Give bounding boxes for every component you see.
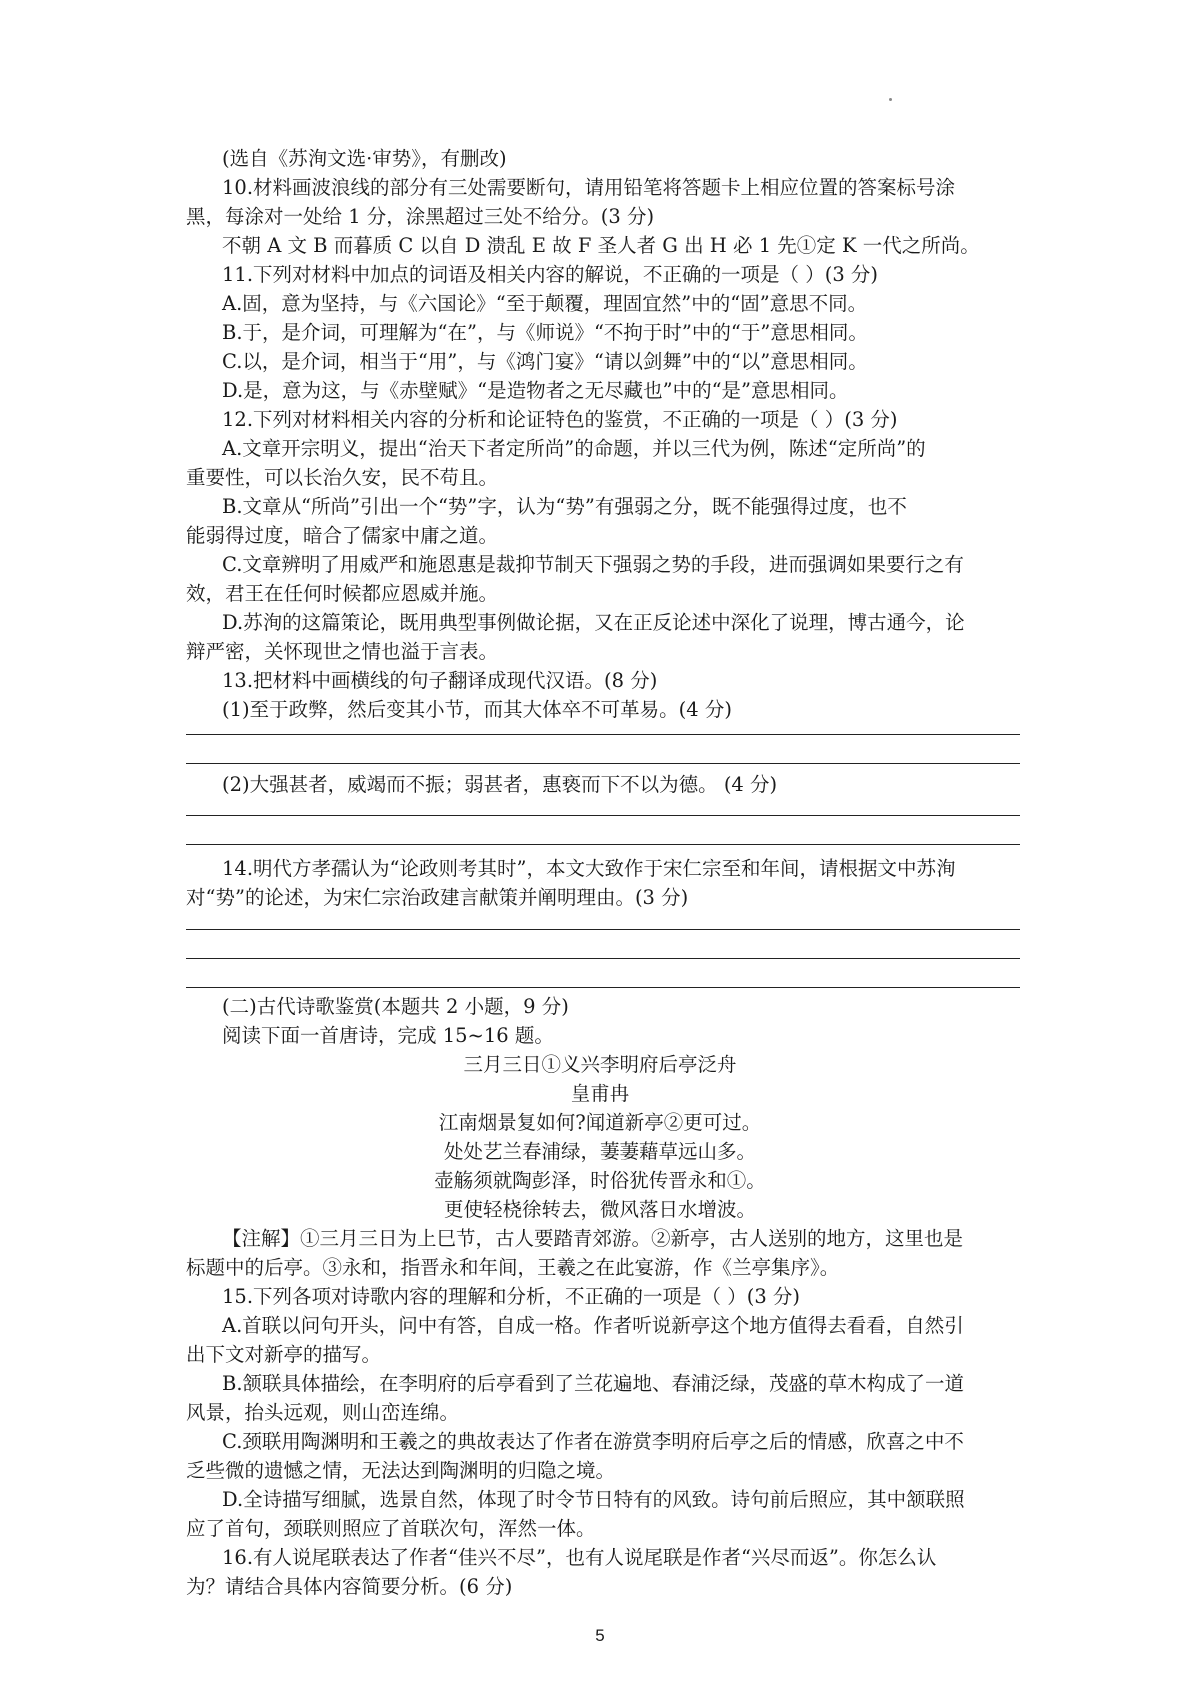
q15-option-c-line1: C.颈联用陶渊明和王羲之的典故表达了作者在游赏李明府后亭之后的情感，欣喜之中不: [222, 1430, 964, 1453]
q12-option-a-line2: 重要性，可以长治久安，民不苟且。: [186, 466, 499, 489]
q12-option-d-line2: 辩严密，关怀现世之情也溢于言表。: [186, 640, 499, 663]
q15-option-a-line2: 出下文对新亭的描写。: [186, 1343, 382, 1366]
q16-line2: 为？请结合具体内容简要分析。(6 分): [186, 1575, 513, 1598]
q11-option-a: A.固，意为坚持，与《六国论》“至于颠覆，理固宜然”中的“固”意思不同。: [222, 292, 868, 315]
q11-option-b: B.于，是介词，可理解为“在”，与《师说》“不拘于时”中的“于”意思相同。: [222, 321, 868, 344]
q15-option-d-line1: D.全诗描写细腻，选景自然，体现了时令节日特有的风致。诗句前后照应，其中颔联照: [222, 1488, 965, 1511]
q14-answer-line-3: [186, 987, 1020, 988]
q13-sentence2: (2)大强甚者，威竭而不振；弱甚者，惠亵而下不以为德。 (4 分): [222, 773, 778, 796]
poem-section-heading: (二)古代诗歌鉴赏(本题共 2 小题，9 分): [222, 995, 569, 1018]
poem-line-4: 更使轻桡徐转去，微风落日水增波。: [443, 1198, 756, 1221]
poem-line-2: 处处艺兰春浦绿，萋萋藉草远山多。: [443, 1140, 756, 1163]
source-note: (选自《苏洵文选·审势》，有删改): [222, 147, 507, 170]
q15-option-b-line1: B.颔联具体描绘，在李明府的后亭看到了兰花遍地、春浦泛绿，茂盛的草木构成了一道: [222, 1372, 965, 1395]
q15-option-b-line2: 风景，抬头远观，则山峦连绵。: [186, 1401, 460, 1424]
scan-speck: [889, 98, 892, 101]
poem-note-line2: 标题中的后亭。③永和，指晋永和年间，王羲之在此宴游，作《兰亭集序》。: [186, 1256, 840, 1279]
q13-1-answer-line-1: [186, 734, 1020, 735]
q13-1-answer-line-2: [186, 763, 1020, 764]
q12-option-c-line1: C.文章辨明了用威严和施恩惠是裁抑节制天下强弱之势的手段，进而强调如果要行之有: [222, 553, 964, 576]
q13-2-answer-line-2: [186, 844, 1020, 845]
q14-line1: 14.明代方孝孺认为“论政则考其时”，本文大致作于宋仁宗至和年间，请根据文中苏洵: [222, 857, 956, 880]
q13-stem: 13.把材料中画横线的句子翻译成现代汉语。(8 分): [222, 669, 658, 692]
poem-author: 皇甫冉: [570, 1082, 630, 1105]
q13-2-answer-line-1: [186, 815, 1020, 816]
q15-stem: 15.下列各项对诗歌内容的理解和分析，不正确的一项是（ ）(3 分): [222, 1285, 801, 1308]
q12-stem: 12.下列对材料相关内容的分析和论证特色的鉴赏，不正确的一项是（ ）(3 分): [222, 408, 898, 431]
q15-option-c-line2: 乏些微的遗憾之情，无法达到陶渊明的归隐之境。: [186, 1459, 616, 1482]
q15-option-d-line2: 应了首句，颈联则照应了首联次句，浑然一体。: [186, 1517, 596, 1540]
q12-option-b-line2: 能弱得过度，暗合了儒家中庸之道。: [186, 524, 499, 547]
poem-section-intro: 阅读下面一首唐诗，完成 15~16 题。: [222, 1024, 554, 1047]
poem-line-1: 江南烟景复如何?闻道新亭②更可过。: [438, 1111, 762, 1134]
q14-answer-line-1: [186, 929, 1020, 930]
q11-stem: 11.下列对材料中加点的词语及相关内容的解说，不正确的一项是（ ）(3 分): [222, 263, 879, 286]
poem-line-3: 壶觞须就陶彭泽，时俗犹传晋永和①。: [434, 1169, 766, 1192]
q12-option-a-line1: A.文章开宗明义，提出“治天下者定所尚”的命题，并以三代为例，陈述“定所尚”的: [222, 437, 926, 460]
q14-answer-line-2: [186, 958, 1020, 959]
q14-line2: 对“势”的论述，为宋仁宗治政建言献策并阐明理由。(3 分): [186, 886, 689, 909]
q10-stem-line1: 10.材料画波浪线的部分有三处需要断句，请用铅笔将答题卡上相应位置的答案标号涂: [222, 176, 956, 199]
q16-line1: 16.有人说尾联表达了作者“佳兴不尽”，也有人说尾联是作者“兴尽而返”。你怎么认: [222, 1546, 937, 1569]
poem-note-line1: 【注解】①三月三日为上巳节，古人要踏青郊游。②新亭，古人送别的地方，这里也是: [222, 1227, 964, 1250]
q12-option-b-line1: B.文章从“所尚”引出一个“势”字，认为“势”有强弱之分，既不能强得过度，也不: [222, 495, 907, 518]
q12-option-d-line1: D.苏洵的这篇策论，既用典型事例做论据，又在正反论述中深化了说理，博古通今，论: [222, 611, 965, 634]
q11-option-d: D.是，意为这，与《赤壁赋》“是造物者之无尽藏也”中的“是”意思相同。: [222, 379, 849, 402]
q10-stem-line2: 黑，每涂对一处给 1 分，涂黑超过三处不给分。(3 分): [186, 205, 655, 228]
q10-text: 不朝 A 文 B 而暮质 C 以自 D 溃乱 E 故 F 圣人者 G 出 H 必 1 先①定 K 一代之所尚。: [222, 234, 980, 257]
q15-option-a-line1: A.首联以问句开头，问中有答，自成一格。作者听说新亭这个地方值得去看看，自然引: [222, 1314, 964, 1337]
q13-sentence1: (1)至于政弊，然后变其小节，而其大体卒不可革易。(4 分): [222, 698, 732, 721]
q12-option-c-line2: 效，君王在任何时候都应恩威并施。: [186, 582, 499, 605]
page-number: 5: [595, 1626, 605, 1645]
poem-title: 三月三日①义兴李明府后亭泛舟: [463, 1053, 737, 1076]
q11-option-c: C.以，是介词，相当于“用”，与《鸿门宴》“请以剑舞”中的“以”意思相同。: [222, 350, 868, 373]
